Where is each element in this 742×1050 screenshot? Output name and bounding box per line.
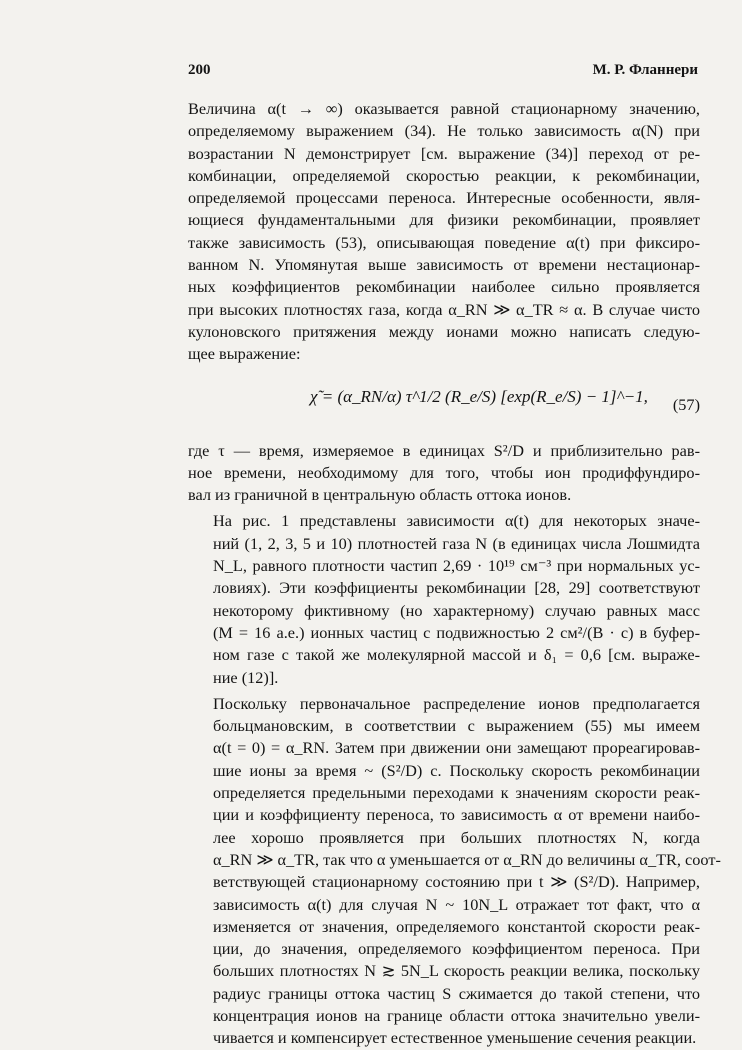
equation-number: (57) — [672, 394, 700, 414]
text-line: ции, до значения, определяемого коэффициентом переноса. При — [213, 939, 700, 959]
text-line: изменяется от значения, определяемого константой скорости реак- — [213, 916, 700, 936]
paragraph-3 — [188, 510, 700, 688]
text-line: концентрация ионов на границе области оттока значительно увели- — [213, 1005, 700, 1025]
text-line: кулоновского притяжения между ионами можно написать следую- — [188, 321, 700, 341]
text-line: определяемому выражением (34). Не только зависимость α(N) при — [188, 121, 700, 141]
paragraph-2 — [188, 440, 700, 507]
text-line: ных коэффициентов рекомбинации наиболее сильно проявляется — [188, 277, 700, 297]
page-number: 200 — [188, 62, 211, 78]
text-line: ции и коэффициенту переноса, то зависимость α от времени наибо- — [213, 805, 700, 825]
equation-57 — [188, 372, 700, 434]
text-line: также зависимость (53), описывающая поведение α(t) при фиксиро- — [188, 232, 700, 252]
text-line: шие ионы за время ~ (S²/D) с. Поскольку скорость рекомбинации — [213, 760, 700, 780]
text-line: радиус границы оттока частиц S сжимается до такой степени, что — [213, 983, 700, 1003]
text-line: Поскольку первоначальное распределение ионов предполагается — [213, 693, 700, 713]
text-line: ванном N. Упомянутая выше зависимость от времени нестационар- — [188, 255, 700, 275]
text-line: ние (12)]. — [213, 667, 279, 687]
text-line: N_L, равного плотности частип 2,69 · 10¹⁹ см⁻³ при нормальных ус- — [213, 556, 700, 576]
text-line: ветствующей стационарному состоянию при t ≫ (S²/D). Например, — [213, 872, 700, 892]
text-line: ний (1, 2, 3, 5 и 10) плотностей газа N (в единицах числа Лошмидта — [213, 533, 700, 553]
text-line: На рис. 1 представлены зависимости α(t) для некоторых значе- — [213, 511, 700, 531]
text-line: α_RN ≫ α_TR, так что α уменьшается от α_RN до величины α_TR, соот- — [213, 849, 721, 869]
text-line: больших плотностях N ≳ 5N_L скорость реакции велика, поскольку — [213, 961, 700, 981]
text-line: где τ — время, измеряемое в единицах S²/D и приблизительно рав- — [188, 440, 700, 460]
text-line: зависимость α(t) для случая N ~ 10N_L отражает тот факт, что α — [213, 894, 700, 914]
body-text — [188, 98, 721, 1050]
text-line: щее выражение: — [188, 344, 301, 364]
text-line: некоторому фиктивному (но характерному) случаю равных масс — [213, 600, 700, 620]
text-line: чивается и компенсирует естественное уменьшение сечения реакции. — [213, 1028, 697, 1048]
running-author: М. Р. Фланнери — [592, 62, 698, 78]
text-line: α(t = 0) = α_RN. Затем при движении они замещают прореагировав- — [213, 738, 700, 758]
text-line: ном газе с такой же молекулярной массой и δ₁ = 0,6 [см. выраже- — [213, 645, 700, 665]
text-line: ющиеся фундаментальными для физики рекомбинации, проявляет — [188, 210, 700, 230]
text-line: ловиях). Эти коэффициенты рекомбинации [28, 29] соответствуют — [213, 578, 700, 598]
text-line: определяется предельными переходами к значениям скорости реак- — [213, 783, 700, 803]
paragraph-1 — [188, 98, 700, 366]
text-line: при высоких плотностях газа, когда α_RN ≫ α_TR ≈ α. В случае чисто — [188, 299, 700, 319]
equation-expression: χ̃ = (α_RN/α) τ^1/2 (R_e/S) [exp(R_e/S) − 1]^−1, — [310, 386, 648, 406]
paragraph-4 — [188, 693, 721, 1050]
text-line: возрастании N демонстрирует [см. выражение (34)] переход от ре- — [188, 143, 700, 163]
text-line: комбинации, определяемой скоростью реакции, к рекомбинации, — [188, 165, 700, 185]
text-line: (M = 16 а.е.) ионных частиц с подвижностью 2 см²/(В · с) в буфер- — [213, 622, 700, 642]
text-line: определяемой процессами переноса. Интересные особенности, явля- — [188, 188, 700, 208]
text-line: ное времени, необходимому для того, чтобы ион продиффундиро- — [188, 462, 700, 482]
text-line: Величина α(t → ∞) оказывается равной стационарному значению, — [188, 99, 700, 118]
text-line: вал из граничной в центральную область оттока ионов. — [188, 485, 572, 505]
text-line: лее хорошо проявляется при больших плотностях N, когда — [213, 827, 700, 847]
text-line: больцмановским, в соответствии с выражением (55) мы имеем — [213, 716, 700, 736]
